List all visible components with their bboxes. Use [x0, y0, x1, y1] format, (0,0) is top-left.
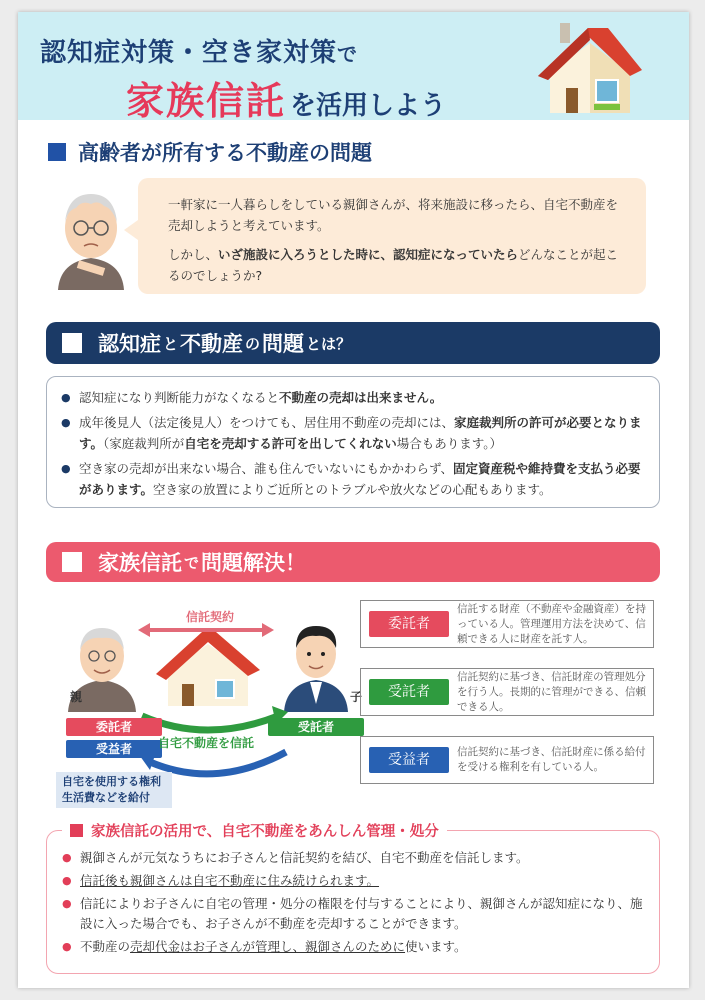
square-bullet-icon	[62, 552, 82, 572]
definition-tag: 受託者	[369, 679, 449, 705]
header-subtitle: 認知症対策・空き家対策で	[40, 38, 359, 68]
benefit-note: 自宅を使用する権利 生活費などを給付	[56, 772, 172, 808]
flyer-page	[18, 12, 689, 988]
square-bullet-icon	[48, 143, 66, 161]
section3-title-bar: 家族信託 で 問題解決！	[46, 542, 660, 582]
solution-title: 家族信託の活用で、自宅不動産をあんしん管理・処分	[62, 820, 447, 841]
parent-label: 親	[70, 690, 83, 704]
definition-tag: 受益者	[369, 747, 449, 773]
house-illustration	[530, 18, 650, 118]
section1-title: 高齢者が所有する不動産の問題	[48, 137, 372, 167]
trust-property-label: 自宅不動産を信託	[158, 736, 255, 750]
parent-role-beneficiary: 受益者	[66, 740, 162, 758]
list-item: ● 空き家の売却が出来ない場合、誰も住んでいないにもかかわらず、固定資産税や維持費を支払う必要があります。空き家の放置によりご近所とのトラブルや放火などの心配もあります。	[61, 458, 645, 500]
definition-row-entruster	[360, 600, 654, 648]
elderly-man-illustration	[48, 180, 134, 290]
list-item: ● 認知症になり判断能力がなくなると不動産の売却は出来ません。	[61, 387, 645, 408]
definition-row-trustee	[360, 668, 654, 716]
list-item: ● 信託によりお子さんに自宅の管理・処分の権限を付与することにより、親御さんが認知症になり、施設に入った場合でも、お子さんが不動産を売却することができます。	[62, 894, 652, 934]
solution-list	[62, 848, 652, 960]
definition-text: 信託契約に基づき、信託財産に係る給付を受ける権利を有している人。	[457, 746, 646, 773]
list-item: ● 親御さんが元気なうちにお子さんと信託契約を結び、自宅不動産を信託します。	[62, 848, 652, 868]
child-role-trustee: 受託者	[268, 718, 364, 736]
definition-tag: 委託者	[369, 611, 449, 637]
section2-title-bar: 認知症 と 不動産 の 問題 とは？	[46, 322, 660, 364]
definition-text: 信託する財産（不動産や金融資産）を持っている人。管理運用方法を決めて、信頼できる人に財産を託す人。	[457, 602, 646, 645]
problem-list	[46, 376, 660, 508]
header-banner	[18, 12, 689, 123]
parent-role-entruster: 委託者	[66, 718, 162, 736]
list-item: ● 不動産の売却代金はお子さんが管理し、親御さんのために使います。	[62, 937, 652, 957]
list-item: ● 成年後見人（法定後見人）をつけても、居住用不動産の売却には、家庭裁判所の許可が必要となります。（家庭裁判所が自宅を売却する許可を出してくれない場合もあります。）	[61, 412, 645, 454]
square-bullet-icon	[70, 824, 83, 837]
list-item: ● 信託後も親御さんは自宅不動産に住み続けられます。	[62, 871, 652, 891]
header-title: 家族信託 を活用しよう	[126, 79, 447, 123]
contract-label: 信託契約	[186, 610, 235, 624]
trust-diagram	[46, 594, 366, 808]
speech-bubble: 一軒家に一人暮らしをしている親御さんが、将来施設に移ったら、自宅不動産を売却しようと考えています。 しかし、いざ施設に入ろうとした時に、認知症になっていたらどんなことが起こるのでしょうか?	[138, 178, 646, 294]
square-bullet-icon	[62, 333, 82, 353]
child-label: 子	[350, 690, 363, 704]
definition-text: 信託契約に基づき、信託財産の管理処分を行う人。長期的に管理ができる、信頼できる人。	[457, 670, 646, 713]
definition-row-beneficiary	[360, 736, 654, 784]
